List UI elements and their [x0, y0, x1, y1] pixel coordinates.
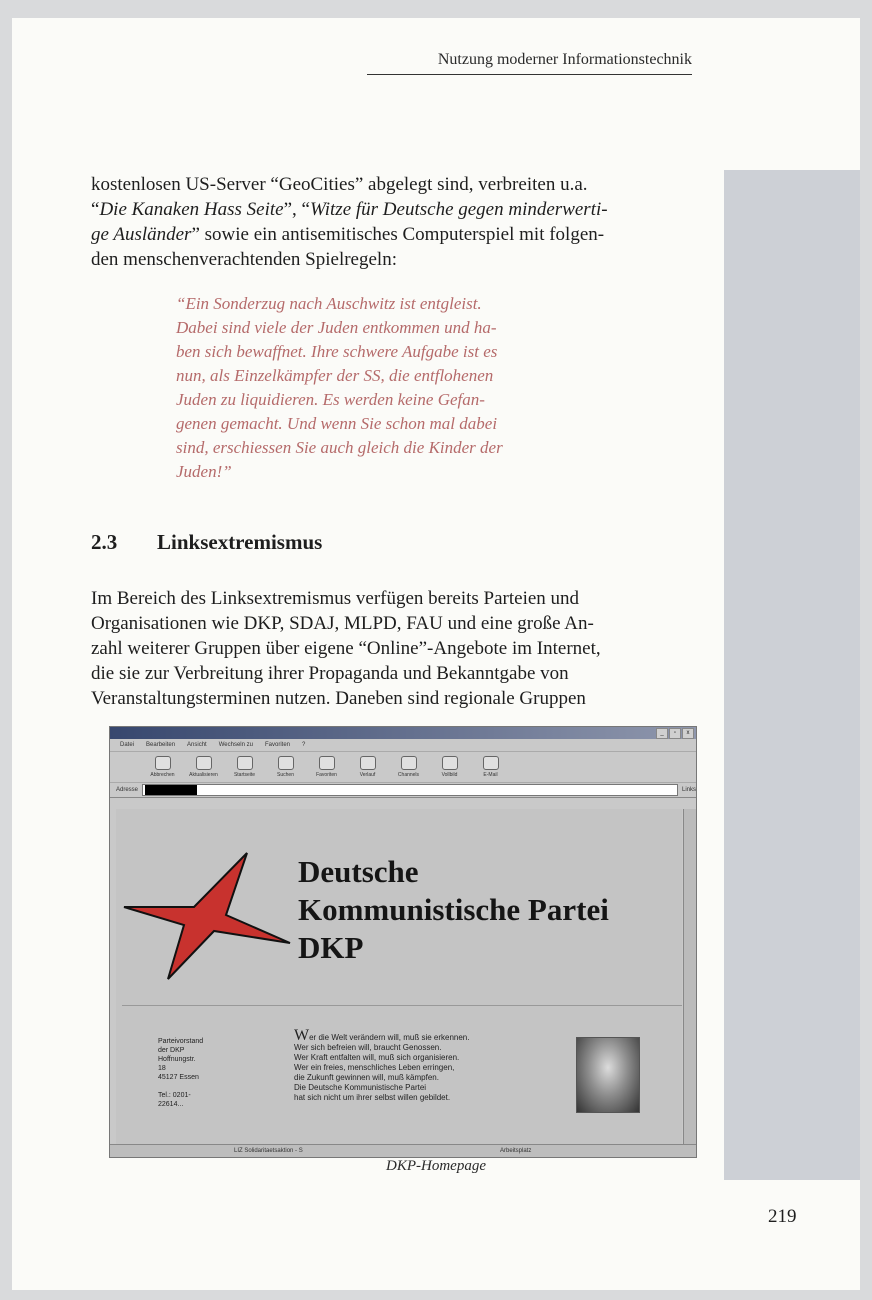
refresh-icon	[196, 756, 212, 770]
poem-line: Wer sich befreien will, braucht Genossen.	[294, 1043, 442, 1052]
address-line: Parteivorstand	[158, 1038, 204, 1045]
book-page	[12, 18, 860, 1290]
close-icon[interactable]: x	[682, 728, 694, 739]
address-input[interactable]	[142, 784, 678, 796]
address-bar	[110, 783, 696, 798]
p2-line: Organisationen wie DKP, SDAJ, MLPD, FAU und eine große An-	[91, 613, 594, 634]
browser-titlebar	[110, 727, 696, 739]
menu-go[interactable]: Wechseln zu	[218, 742, 253, 748]
paragraph-2	[91, 586, 693, 711]
menu-edit[interactable]: Bearbeiten	[146, 742, 176, 748]
figure-caption: DKP-Homepage	[386, 1158, 486, 1174]
menu-file[interactable]: Datei	[120, 742, 135, 748]
header-rule	[367, 74, 692, 75]
browser-menubar	[110, 739, 696, 752]
mail-button[interactable]: E-Mail	[470, 752, 511, 782]
star-shape	[124, 853, 290, 979]
poem-line: die Zukunft gewinnen will, muß kämpfen.	[294, 1073, 439, 1082]
paragraph-1	[91, 172, 693, 272]
address-line: 45127 Essen	[158, 1074, 199, 1081]
browser-screenshot	[109, 726, 697, 1158]
menu-help[interactable]: ?	[302, 742, 306, 748]
browser-toolbar	[110, 752, 696, 783]
poem-line: Die Deutsche Kommunistische Partei	[294, 1083, 427, 1092]
fullscreen-icon	[442, 756, 458, 770]
party-address	[158, 1037, 203, 1109]
title-line: Kommunistische Partei	[298, 892, 609, 927]
stop-icon	[155, 756, 171, 770]
favorites-icon	[319, 756, 335, 770]
page-number: 219	[768, 1206, 797, 1227]
red-star-icon	[122, 851, 292, 981]
quote-line: nun, als Einzelkämpfer der SS, die entflohenen	[176, 366, 494, 385]
address-line: Hoffnungstr.	[158, 1056, 196, 1063]
channels-button[interactable]: Channels	[388, 752, 429, 782]
home-button[interactable]: Startseite	[224, 752, 265, 782]
status-right: Arbeitsplatz	[500, 1148, 532, 1154]
quote-line: ben sich bewaffnet. Ihre schwere Aufgabe ist es	[176, 342, 498, 361]
section-heading: 2.3 Linksextremismus	[91, 530, 323, 554]
quote-line: “Ein Sonderzug nach Auschwitz ist entgleist.	[176, 294, 482, 313]
mail-icon	[483, 756, 499, 770]
portrait-photo	[576, 1037, 640, 1113]
quote-line: Juden!”	[176, 462, 232, 481]
quote-line: sind, erschiessen Sie auch gleich die Kinder der	[176, 438, 503, 457]
running-header: Nutzung moderner Informationstechnik	[437, 51, 692, 68]
poem-line: Wer Kraft entfalten will, muß sich organisieren.	[294, 1053, 460, 1062]
address-line: 18	[158, 1065, 166, 1072]
search-icon	[278, 756, 294, 770]
poem-line: Wer ein freies, menschliches Leben erringen,	[294, 1063, 455, 1072]
p1-line: “Die Kanaken Hass Seite”, “Witze für Deutsche gegen minderwerti-	[91, 199, 608, 220]
links-label[interactable]: Links	[681, 787, 696, 793]
vertical-scrollbar[interactable]	[683, 809, 696, 1145]
minimize-icon[interactable]: _	[656, 728, 668, 739]
margin-band	[724, 170, 860, 1180]
p1-line: ge Ausländer” sowie ein antisemitisches Computerspiel mit folgen-	[91, 224, 605, 245]
block-quote	[176, 292, 616, 484]
status-bar	[110, 1144, 696, 1157]
status-zone: LIZ Solidaritaetsaktion - S	[234, 1148, 303, 1154]
redaction-bar	[145, 785, 197, 795]
home-icon	[237, 756, 253, 770]
quote-line: genen gemacht. Und wenn Sie schon mal dabei	[176, 414, 498, 433]
poem-line: hat sich nicht um ihrer selbst willen gebildet.	[294, 1093, 451, 1102]
p2-line: die sie zur Verbreitung ihrer Propaganda und Bekanntgabe von	[91, 663, 569, 684]
quote-line: Juden zu liquidieren. Es werden keine Gefan-	[176, 390, 485, 409]
address-line: 22614...	[158, 1101, 184, 1108]
menu-view[interactable]: Ansicht	[187, 742, 207, 748]
address-label: Adresse	[116, 787, 139, 793]
p1-line: kostenlosen US-Server “GeoCities” abgelegt sind, verbreiten u.a.	[91, 174, 588, 195]
p2-line: Veranstaltungsterminen nutzen. Daneben sind regionale Gruppen	[91, 688, 586, 709]
p2-line: zahl weiterer Gruppen über eigene “Online”-Angebote im Internet,	[91, 638, 601, 659]
divider	[122, 1005, 682, 1006]
title-line: DKP	[298, 930, 364, 965]
poem-line: Wer die Welt verändern will, muß sie erkennen.	[294, 1027, 470, 1044]
menu-favorites[interactable]: Favoriten	[264, 742, 290, 748]
p1-line: den menschenverachtenden Spielregeln:	[91, 249, 397, 270]
maximize-icon[interactable]: ▫	[669, 728, 681, 739]
quote-line: Dabei sind viele der Juden entkommen und ha-	[176, 318, 497, 337]
address-line: der DKP	[158, 1047, 185, 1054]
search-button[interactable]: Suchen	[265, 752, 306, 782]
refresh-button[interactable]: Aktualisieren	[183, 752, 224, 782]
title-line: Deutsche	[298, 854, 419, 889]
p2-line: Im Bereich des Linksextremismus verfügen bereits Parteien und	[91, 588, 580, 609]
address-line: Tel.: 0201-	[158, 1092, 191, 1099]
slogan-text	[294, 1027, 470, 1103]
favorites-button[interactable]: Favoriten	[306, 752, 347, 782]
web-page-content	[116, 809, 682, 1145]
stop-button[interactable]: Abbrechen	[142, 752, 183, 782]
party-title	[298, 853, 609, 967]
fullscreen-button[interactable]: Vollbild	[429, 752, 470, 782]
history-button[interactable]: Verlauf	[347, 752, 388, 782]
history-icon	[360, 756, 376, 770]
channels-icon	[401, 756, 417, 770]
address-gap	[158, 1082, 203, 1091]
